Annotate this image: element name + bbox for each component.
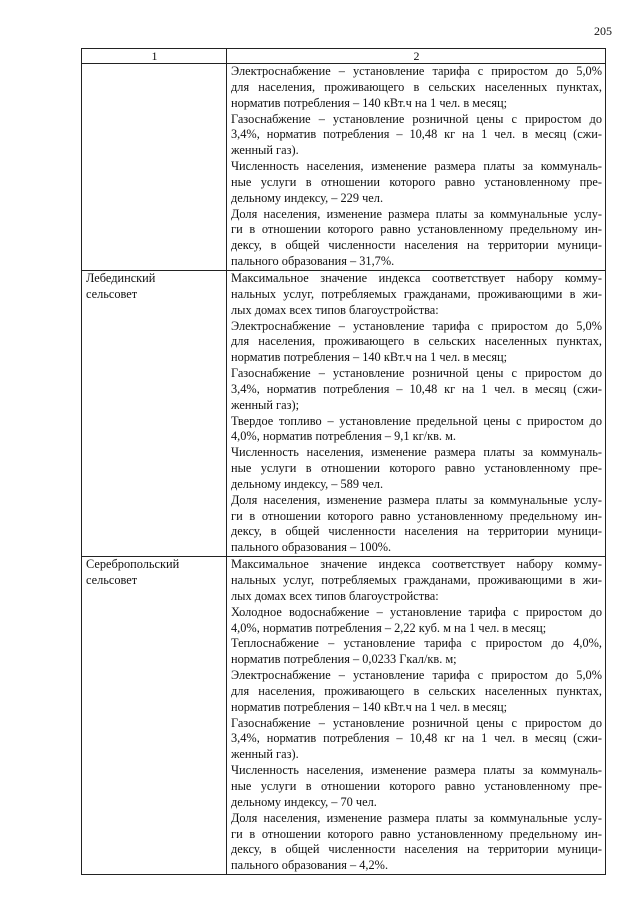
text-line: Твердое топливо – установление предельной цены с приростом до (231, 413, 602, 428)
text-line: пального образования – 100%. (231, 540, 392, 555)
text-line: дексу, в общей численности населения на территории муници- (231, 524, 602, 539)
text-line: Газоснабжение – установление розничной цены с приростом до (231, 715, 602, 730)
column-1-header: 1 (82, 49, 227, 64)
description-cell (227, 64, 606, 271)
column-2-header: 2 (227, 49, 606, 64)
text-line: ги в отношении которого равно установленному предельному ин- (231, 508, 602, 523)
text-line: для населения, проживающего в сельских населенных пунктах, (231, 79, 602, 94)
text-line: пального образования – 31,7%. (231, 254, 395, 269)
description-cell (227, 270, 606, 556)
text-line: ги в отношении которого равно установленному предельному ин- (231, 222, 602, 237)
municipality-cell (82, 270, 227, 556)
table-row (82, 270, 606, 556)
text-line: дельному индексу, – 229 чел. (231, 190, 384, 205)
table-row (82, 64, 606, 271)
table-row (82, 557, 606, 875)
text-line: дексу, в общей численности населения на территории муници- (231, 842, 602, 857)
text-line: Электроснабжение – установление тарифа с приростом до 5,0% (231, 668, 602, 683)
text-line: ги в отношении которого равно установленному предельному ин- (231, 826, 602, 841)
text-line: женный газ). (231, 747, 299, 762)
text-line: ные услуги в отношении которого равно установленному пре- (231, 174, 602, 189)
text-line: для населения, проживающего в сельских населенных пунктах, (231, 683, 602, 698)
table-body (82, 49, 606, 875)
text-line: для населения, проживающего в сельских населенных пунктах, (231, 334, 602, 349)
text-line: Теплоснабжение – установление тарифа с приростом до 4,0%, (231, 636, 602, 651)
text-line: Электроснабжение – установление тарифа с приростом до 5,0% (231, 318, 602, 333)
text-line: женный газ). (231, 143, 299, 158)
text-line: Электроснабжение – установление тарифа с приростом до 5,0% (231, 64, 602, 78)
text-line: нальных услуг, потребляемых гражданами, проживающими в жи- (231, 573, 602, 587)
text-line: Численность населения, изменение размера платы за коммуналь- (231, 445, 602, 460)
municipality-name-line: Серебропольский (86, 557, 180, 572)
text-line: 4,0%, норматив потребления – 2,22 куб. м на 1 чел. в месяц; (231, 620, 547, 635)
text-line: норматив потребления – 140 кВт.ч на 1 чел. в месяц; (231, 95, 508, 110)
text-line: женный газ); (231, 397, 299, 412)
text-line: 3,4%, норматив потребления – 10,48 кг на 1 чел. в месяц (сжи- (231, 381, 602, 396)
municipality-cell (82, 557, 227, 875)
text-line: ные услуги в отношении которого равно установленному пре- (231, 778, 602, 793)
text-line: норматив потребления – 140 кВт.ч на 1 чел. в месяц; (231, 699, 508, 714)
municipality-name-line: сельсовет (86, 573, 138, 587)
text-line: 3,4%, норматив потребления – 10,48 кг на 1 чел. в месяц (сжи- (231, 127, 602, 142)
text-line: Газоснабжение – установление розничной цены с приростом до (231, 366, 602, 381)
text-line: норматив потребления – 140 кВт.ч на 1 чел. в месяц; (231, 350, 508, 365)
text-line: Газоснабжение – установление розничной цены с приростом до (231, 111, 602, 126)
document-table (81, 48, 606, 875)
text-line: Доля населения, изменение размера платы за коммунальные услу- (231, 206, 602, 221)
text-line: лых домах всех типов благоустройства: (231, 588, 439, 603)
text-line: дельному индексу, – 589 чел. (231, 476, 384, 491)
text-line: дельному индексу, – 70 чел. (231, 794, 377, 809)
municipality-name-line: сельсовет (86, 286, 138, 301)
text-line: Максимальное значение индекса соответствует набору комму- (231, 270, 602, 285)
text-line: Численность населения, изменение размера платы за коммуналь- (231, 159, 602, 174)
text-line: 3,4%, норматив потребления – 10,48 кг на 1 чел. в месяц (сжи- (231, 731, 602, 746)
text-line: лых домах всех типов благоустройства: (231, 302, 439, 317)
text-line: ные услуги в отношении которого равно установленному пре- (231, 461, 602, 476)
text-line: Доля населения, изменение размера платы за коммунальные услу- (231, 810, 602, 825)
text-line: Доля населения, изменение размера платы за коммунальные услу- (231, 492, 602, 507)
text-line: норматив потребления – 0,0233 Гкал/кв. м; (231, 652, 457, 667)
municipality-cell (82, 64, 227, 271)
table-header-row (82, 49, 606, 64)
page-number: 205 (594, 24, 612, 38)
text-line: нальных услуг, потребляемых гражданами, проживающими в жи- (231, 286, 602, 301)
description-cell (227, 557, 606, 875)
text-line: пального образования – 4,2%. (231, 858, 389, 873)
municipality-name-line: Лебединский (86, 270, 156, 285)
text-line: Холодное водоснабжение – установление тарифа с приростом до (231, 604, 602, 619)
text-line: дексу, в общей численности населения на территории муници- (231, 238, 602, 253)
text-line: Численность населения, изменение размера платы за коммуналь- (231, 763, 602, 778)
text-line: 4,0%, норматив потребления – 9,1 кг/кв. м. (231, 429, 457, 444)
text-line: Максимальное значение индекса соответствует набору комму- (231, 557, 602, 572)
